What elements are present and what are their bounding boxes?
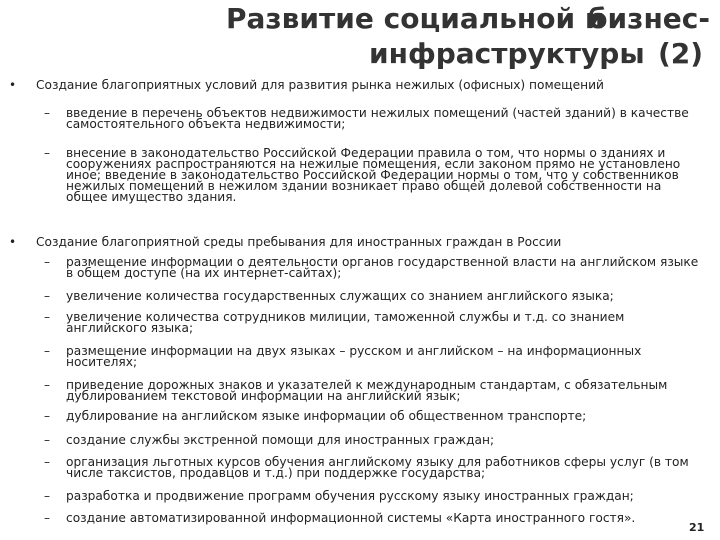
list-item-text: внесение в законодательство Российской Федерации правила о том, что нормы о зданиях и [66,146,666,160]
slide-title-part-1: Развитие социальной и [226,2,605,35]
bullet-marker: • [9,78,17,92]
dash-marker: – [44,289,50,303]
list-item-text: общее имущество здания. [66,190,237,204]
list-item-text: разработка и продвижение программ обучения русскому языку иностранных граждан; [66,489,634,503]
dash-marker: – [44,433,50,447]
section-heading: Создание благоприятной среды пребывания для иностранных граждан в России [36,235,562,249]
dash-marker: – [44,455,50,469]
list-item-text: дублированием текстовой информации на английский язык; [66,389,461,403]
page-number: 21 [689,521,705,534]
list-item-text: размещение информации о деятельности органов государственной власти на английском языке [66,255,699,269]
list-item-text: создание автоматизированной информационной системы «Карта иностранного гостя». [66,511,636,525]
slide-title-part-3: инфраструктуры [369,37,645,70]
list-item-text: сооружениях распространяются на нежилые помещения, если законом прямо не установлено [66,157,681,171]
list-item-text: английского языка; [66,321,194,335]
list-item-text: дублирование на английском языке информации об общественном транспорте; [66,409,587,423]
dash-marker: – [44,255,50,269]
list-item-text: организация льготных курсов обучения английскому языку для работников сферы услуг (в том [66,455,689,469]
section-heading: Создание благоприятных условий для развития рынка нежилых (офисных) помещений [36,78,604,92]
dash-marker: – [44,511,50,525]
list-item-text: носителях; [66,355,138,369]
list-item-text: нежилых помещений в нежилом здании возникает право общей долевой собственности на [66,179,662,193]
list-item-text: иное; введение в законодательство Российской Федерации нормы о том, что у собственников [66,168,679,182]
list-item-text: размещение информации на двух языках – русском и английском – на информационных [66,344,642,358]
list-item-text: приведение дорожных знаков и указателей к международным стандартам, с обязательным [66,378,668,392]
dash-marker: – [44,146,50,160]
dash-marker: – [44,106,50,120]
dash-marker: – [44,310,50,324]
bullet-marker: • [9,235,17,249]
list-item-text: создание службы экстренной помощи для иностранных граждан; [66,433,495,447]
list-item-text: в общем доступе (на их интернет-сайтах); [66,266,342,280]
list-item-text: самостоятельного объекта недвижимости; [66,117,346,131]
slide-title-part-4: (2) [658,37,704,70]
dash-marker: – [44,409,50,423]
list-item-text: увеличение количества государственных служащих со знанием английского языка; [66,289,614,303]
dash-marker: – [44,344,50,358]
slide-title-part-2: бизнес- [588,2,710,35]
dash-marker: – [44,378,50,392]
list-item-text: числе таксистов, продавцов и т.д.) при поддержке государства; [66,466,486,480]
dash-marker: – [44,489,50,503]
list-item-text: введение в перечень объектов недвижимости нежилых помещений (частей зданий) в качестве [66,106,689,120]
list-item-text: увеличение количества сотрудников милиции, таможенной службы и т.д. со знанием [66,310,625,324]
